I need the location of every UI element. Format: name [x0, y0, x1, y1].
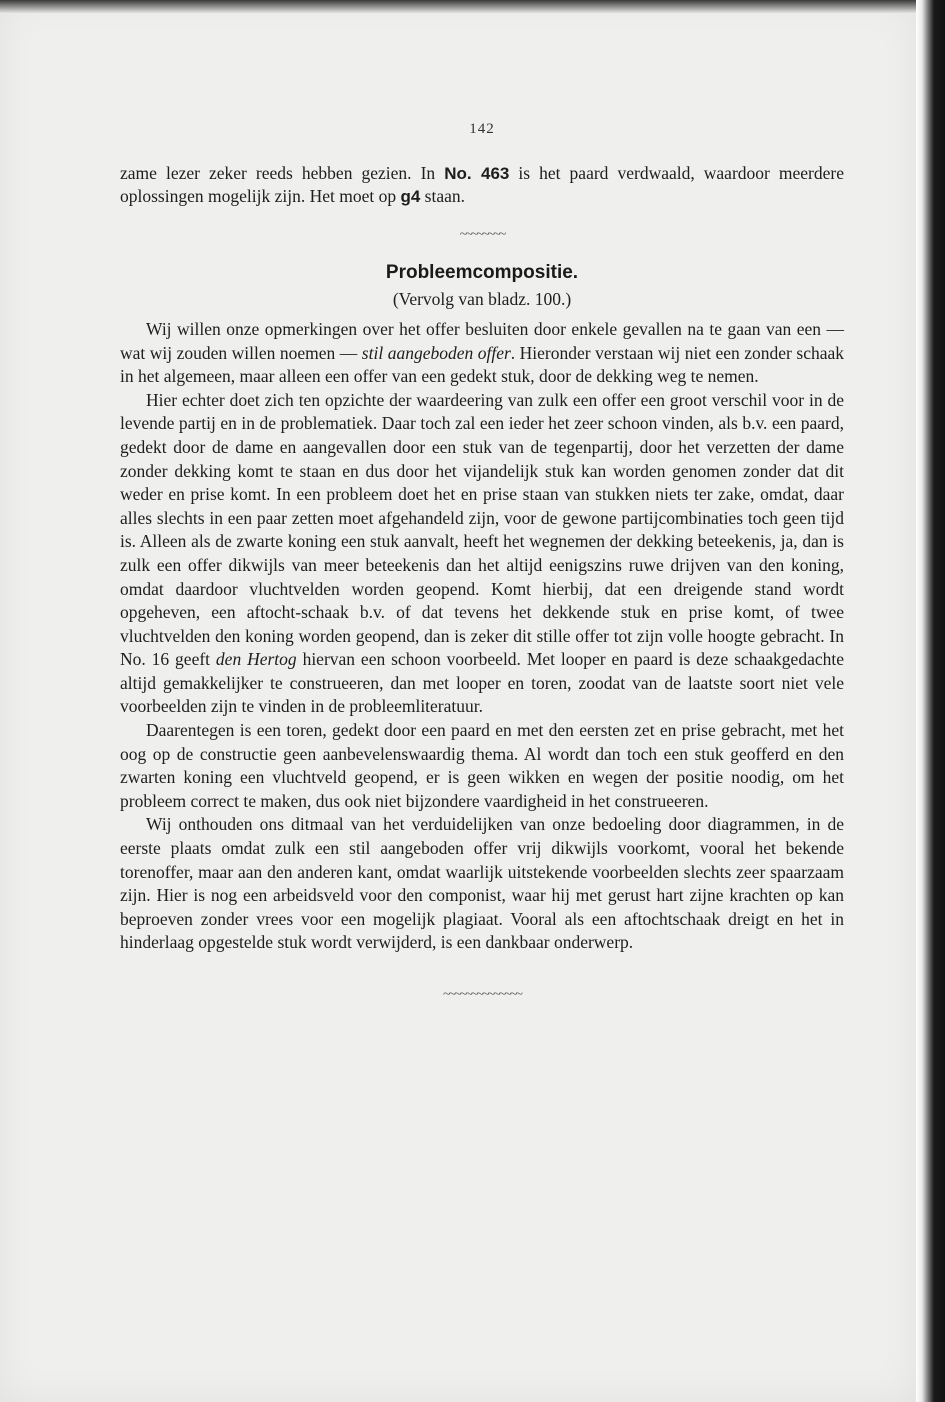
p2-emphasis: den Hertog [215, 649, 297, 670]
p1-text-b: . Hieronder verstaan wij niet een zonder schaak in het algemeen, maar alleen een offer van een gedekt stuk, door de dekking weg te nemen. [120, 342, 844, 387]
paragraph-2 [120, 389, 844, 719]
p1-text-a: Wij willen onze opmerkingen over het offer besluiten door enkele gevallen na te gaan van een — wat wij zouden willen noemen — [120, 318, 844, 363]
p1-emphasis: stil aangeboden offer [361, 342, 511, 363]
bottom-divider-ornament: ~~~~~~~~~~~~~~ [442, 987, 522, 1002]
intro-text-3: staan. [420, 186, 466, 207]
intro-text-2: is het paard verdwaald, waardoor meerdere oplossingen mogelijk zijn. Het moet op [120, 162, 844, 207]
top-divider-ornament: ~~~~~~~~ [459, 226, 505, 242]
p2-text-b: hiervan een schoon voorbeeld. Met looper en paard is deze schaakgedachte altijd gemakkelijker te construeeren, dan met looper en toren, zoodat van de laatste soort niet vele voorbeelden zijn te vinden in de probleemliteratuur. [120, 649, 844, 717]
paragraph-1 [120, 318, 844, 389]
intro-text-1: zame lezer zeker reeds hebben gezien. In [120, 162, 445, 183]
problem-number: No. 463 [444, 163, 510, 183]
page-content [120, 118, 844, 1007]
book-spine-edge [916, 0, 945, 1402]
page-number: 142 [469, 121, 495, 137]
paragraph-4: Wij onthouden ons ditmaal van het verduidelijken van onze bedoeling door diagrammen, in de eerste plaats omdat zulk een stil aangeboden offer vrij dikwijls voorkomt, vooral het bekende torenoffer, maar aan den anderen kant, omdat waarlijk uitstekende voorbeelden slechts zeer spaarzaam zijn. Hier is nog een arbeidsveld voor den componist, waar hij met gerust hart zijne krachten op kan beproeven zonder vrees voor een mogelijk plagiaat. Vooral als een aftochtschaak dreigt en het in hinderlaag opgestelde stuk wordt verwijderd, is een dankbaar onderwerp. [120, 814, 844, 953]
square-reference: g4 [400, 187, 421, 207]
p2-text-a: Hier echter doet zich ten opzichte der waardeering van zulk een offer een groot verschil voor in de levende partij en in de problematiek. Daar toch zal een ieder het zeer schoon vinden, als b.v. een paard, gedekt door de dame en aangevallen door een stuk van de tegenpartij, door het verzetten der dame zonder dekking komt te staan en dus door het vijandelijk stuk kan worden genomen zonder dat dit weder en prise komt. In een probleem doet het en prise staan van stukken niets ter zake, omdat, daar alles slechts in een paar zetten moet afgehandeld zijn, voor de gewone partijcombinaties toch geen tijd is. Alleen als de zwarte koning een stuk aanvalt, heeft het wegnemen der dekking beteekenis, ja, dan is zulk een offer dikwijls van meer beteekenis dan het altijd eenigszins ruwe drijven van den koning, omdat daardoor vluchtvelden worden geopend. Komt hierbij, dat een dreigende stand wordt opgeheven, een aftocht-schaak b.v. of dat tevens het dekkende stuk en prise komt, of twee vluchtvelden den koning worden geopend, dan is zeker dit stille offer tot zijn volle hoogte gebracht. In No. 16 geeft [120, 389, 844, 670]
section-title: Probleemcompositie. [385, 261, 579, 283]
paragraph-3: Daarentegen is een toren, gedekt door een paard en met den eersten zet en prise gebracht, met het oog op de constructie geen aanbevelenswaardig thema. Al wordt dan toch een stuk geofferd en den zwarten koning een vluchtveld geopend, er is geen wikken en wegen der positie noodig, om het probleem correct te maken, dus ook niet bijzondere vaardigheid in het construeeren. [120, 720, 844, 811]
intro-paragraph [120, 162, 844, 209]
section-subtitle: (Vervolg van bladz. 100.) [392, 289, 572, 310]
